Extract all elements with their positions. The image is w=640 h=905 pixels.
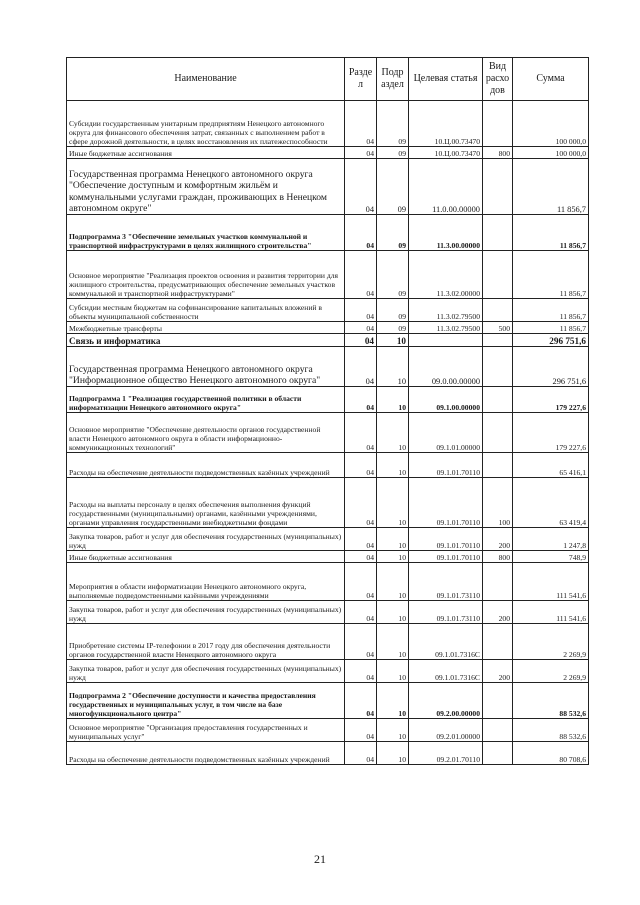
row-type [483, 624, 513, 660]
table-row [67, 413, 589, 453]
row-type [483, 159, 513, 215]
row-type: 200 [483, 660, 513, 683]
row-subsection: 09 [377, 159, 409, 215]
row-target [409, 334, 483, 347]
row-section: 04 [345, 413, 377, 453]
table-row [67, 334, 589, 347]
row-target: 11.3.00.00000 [409, 215, 483, 251]
row-type [483, 683, 513, 719]
row-sum: 88 532,6 [513, 719, 589, 742]
row-section: 04 [345, 478, 377, 528]
row-subsection: 09 [377, 299, 409, 322]
row-name: Расходы на выплаты персоналу в целях обеспечения выполнения функций государственными (муниципальными) органами, казёнными учреждениями, органами управления государственными внебюджетными фондами [67, 478, 345, 528]
row-type: 200 [483, 528, 513, 551]
row-section: 04 [345, 683, 377, 719]
row-sum: 179 227,6 [513, 387, 589, 413]
table-row [67, 683, 589, 719]
row-type [483, 299, 513, 322]
row-target: 09.1.01.7316C [409, 624, 483, 660]
budget-table [66, 57, 589, 765]
row-sum: 80 708,6 [513, 742, 589, 765]
row-name: Закупка товаров, работ и услуг для обеспечения государственных (муниципальных) нужд [67, 601, 345, 624]
row-name: Основное мероприятие "Обеспечение деятельности органов государственной власти Ненецкого автономного округа в области информационно-коммуникационных технологий" [67, 413, 345, 453]
row-section: 04 [345, 101, 377, 147]
row-sum: 11 856,7 [513, 159, 589, 215]
table-row [67, 624, 589, 660]
page-number: 21 [314, 852, 326, 866]
row-target: 09.2.00.00000 [409, 683, 483, 719]
table-row [67, 601, 589, 624]
row-subsection: 10 [377, 387, 409, 413]
row-target: 10.Ц.00.73470 [409, 147, 483, 159]
row-section: 04 [345, 299, 377, 322]
row-target: 11.3.02.00000 [409, 251, 483, 299]
row-target: 09.2.01.00000 [409, 719, 483, 742]
row-type [483, 563, 513, 601]
row-subsection: 09 [377, 147, 409, 159]
row-subsection: 09 [377, 251, 409, 299]
row-name: Иные бюджетные ассигнования [67, 147, 345, 159]
row-sum: 88 532,6 [513, 683, 589, 719]
row-sum: 11 856,7 [513, 322, 589, 334]
table-row [67, 563, 589, 601]
row-type: 200 [483, 601, 513, 624]
table-row [67, 719, 589, 742]
row-subsection: 10 [377, 453, 409, 478]
row-type [483, 413, 513, 453]
row-type [483, 347, 513, 387]
row-section: 04 [345, 322, 377, 334]
row-name: Закупка товаров, работ и услуг для обеспечения государственных (муниципальных) нужд [67, 660, 345, 683]
row-sum: 2 269,9 [513, 624, 589, 660]
row-subsection: 10 [377, 683, 409, 719]
row-subsection: 10 [377, 413, 409, 453]
row-sum: 11 856,7 [513, 251, 589, 299]
row-target: 09.1.01.70110 [409, 453, 483, 478]
row-type [483, 387, 513, 413]
row-type [483, 742, 513, 765]
row-sum: 296 751,6 [513, 347, 589, 387]
row-section: 04 [345, 742, 377, 765]
row-sum: 2 269,9 [513, 660, 589, 683]
row-section: 04 [345, 719, 377, 742]
row-section: 04 [345, 624, 377, 660]
row-name: Государственная программа Ненецкого автономного округа "Информационное общество Ненецкого автономного округа" [67, 347, 345, 387]
row-sum: 296 751,6 [513, 334, 589, 347]
table-row [67, 528, 589, 551]
row-target: 09.1.01.7316C [409, 660, 483, 683]
row-name: Основное мероприятие "Реализация проектов освоения и развития территории для жилищного строительства, предусматривающих обеспечение земельных участков коммунальной и транспортной инфраструктурами" [67, 251, 345, 299]
row-target: 09.1.00.00000 [409, 387, 483, 413]
row-target: 09.2.01.70110 [409, 742, 483, 765]
table-row [67, 101, 589, 147]
row-section: 04 [345, 251, 377, 299]
table-row [67, 299, 589, 322]
row-target: 09.1.01.00000 [409, 413, 483, 453]
row-section: 04 [345, 159, 377, 215]
header-subsection: Подр аздел [377, 58, 409, 101]
row-section: 04 [345, 347, 377, 387]
row-target: 11.0.00.00000 [409, 159, 483, 215]
row-name: Расходы на обеспечение деятельности подведомственных казённых учреждений [67, 453, 345, 478]
row-sum: 63 419,4 [513, 478, 589, 528]
row-name: Расходы на обеспечение деятельности подведомственных казённых учреждений [67, 742, 345, 765]
table-row [67, 478, 589, 528]
header-target: Целевая статья [409, 58, 483, 101]
row-name: Закупка товаров, работ и услуг для обеспечения государственных (муниципальных) нужд [67, 528, 345, 551]
row-section: 04 [345, 215, 377, 251]
row-subsection: 10 [377, 347, 409, 387]
row-target: 09.1.01.70110 [409, 528, 483, 551]
row-target: 09.0.00.00000 [409, 347, 483, 387]
row-target: 10.Ц.00.73470 [409, 101, 483, 147]
row-section: 04 [345, 453, 377, 478]
table-row [67, 147, 589, 159]
table-row [67, 159, 589, 215]
row-section: 04 [345, 660, 377, 683]
row-name: Субсидии государственным унитарным предприятиям Ненецкого автономного округа для финансового обеспечения затрат, связанных с выполнением работ в сфере дорожной деятельности, в целях восстановления их платежеспособности [67, 101, 345, 147]
row-subsection: 10 [377, 601, 409, 624]
row-subsection: 10 [377, 742, 409, 765]
row-name: Мероприятия в области информатизации Ненецкого автономного округа, выполняемые подведомственными казёнными учреждениями [67, 563, 345, 601]
row-name: Государственная программа Ненецкого автономного округа "Обеспечение доступным и комфортным жильём и коммунальными услугами граждан, проживающих в Ненецком автономном округе" [67, 159, 345, 215]
table-header-row [67, 58, 589, 101]
row-type: 500 [483, 322, 513, 334]
row-subsection: 10 [377, 551, 409, 563]
row-target: 09.1.01.70110 [409, 551, 483, 563]
row-name: Субсидии местным бюджетам на софинансирование капитальных вложений в объекты муниципальной собственности [67, 299, 345, 322]
row-section: 04 [345, 551, 377, 563]
row-sum: 1 247,8 [513, 528, 589, 551]
table-row [67, 387, 589, 413]
row-subsection: 10 [377, 563, 409, 601]
row-sum: 11 856,7 [513, 215, 589, 251]
table-row [67, 660, 589, 683]
table-row [67, 453, 589, 478]
row-type [483, 215, 513, 251]
table-row [67, 251, 589, 299]
row-subsection: 10 [377, 478, 409, 528]
row-name: Иные бюджетные ассигнования [67, 551, 345, 563]
row-type: 800 [483, 147, 513, 159]
row-target: 09.1.01.73110 [409, 563, 483, 601]
row-type [483, 101, 513, 147]
table-row [67, 347, 589, 387]
header-name: Наименование [67, 58, 345, 101]
row-type [483, 719, 513, 742]
row-name: Связь и информатика [67, 334, 345, 347]
row-target: 11.3.02.79500 [409, 299, 483, 322]
header-section: Разде л [345, 58, 377, 101]
row-section: 04 [345, 387, 377, 413]
row-subsection: 10 [377, 624, 409, 660]
table-row [67, 742, 589, 765]
row-section: 04 [345, 528, 377, 551]
row-type [483, 453, 513, 478]
row-subsection: 10 [377, 528, 409, 551]
row-subsection: 10 [377, 660, 409, 683]
row-sum: 11 856,7 [513, 299, 589, 322]
row-subsection: 09 [377, 322, 409, 334]
row-subsection: 10 [377, 719, 409, 742]
row-type: 800 [483, 551, 513, 563]
row-section: 04 [345, 147, 377, 159]
row-section: 04 [345, 334, 377, 347]
row-target: 09.1.01.73110 [409, 601, 483, 624]
row-subsection: 09 [377, 101, 409, 147]
row-name: Межбюджетные трансферты [67, 322, 345, 334]
row-section: 04 [345, 563, 377, 601]
row-type: 100 [483, 478, 513, 528]
row-name: Приобретение системы IP-телефонии в 2017 году для обеспечения деятельности органов государственной власти Ненецкого автономного округа [67, 624, 345, 660]
row-sum: 111 541,6 [513, 601, 589, 624]
table-row [67, 215, 589, 251]
header-sum: Сумма [513, 58, 589, 101]
row-sum: 65 416,1 [513, 453, 589, 478]
row-sum: 100 000,0 [513, 147, 589, 159]
header-type: Вид расхо дов [483, 58, 513, 101]
row-name: Основное мероприятие "Организация предоставления государственных и муниципальных услуг" [67, 719, 345, 742]
table-row [67, 322, 589, 334]
row-subsection: 09 [377, 215, 409, 251]
row-target: 11.3.02.79500 [409, 322, 483, 334]
row-type [483, 251, 513, 299]
row-type [483, 334, 513, 347]
row-sum: 111 541,6 [513, 563, 589, 601]
row-name: Подпрограмма 3 "Обеспечение земельных участков коммунальной и транспортной инфраструктурами в целях жилищного строительства" [67, 215, 345, 251]
row-subsection: 10 [377, 334, 409, 347]
row-sum: 748,9 [513, 551, 589, 563]
table-row [67, 551, 589, 563]
row-name: Подпрограмма 2 "Обеспечение доступности и качества предоставления государственных и муниципальных услуг, в том числе на базе многофункционального центра" [67, 683, 345, 719]
row-sum: 100 000,0 [513, 101, 589, 147]
row-target: 09.1.01.70110 [409, 478, 483, 528]
row-name: Подпрограмма 1 "Реализация государственной политики в области информатизации Ненецкого автономного округа" [67, 387, 345, 413]
row-sum: 179 227,6 [513, 413, 589, 453]
row-section: 04 [345, 601, 377, 624]
